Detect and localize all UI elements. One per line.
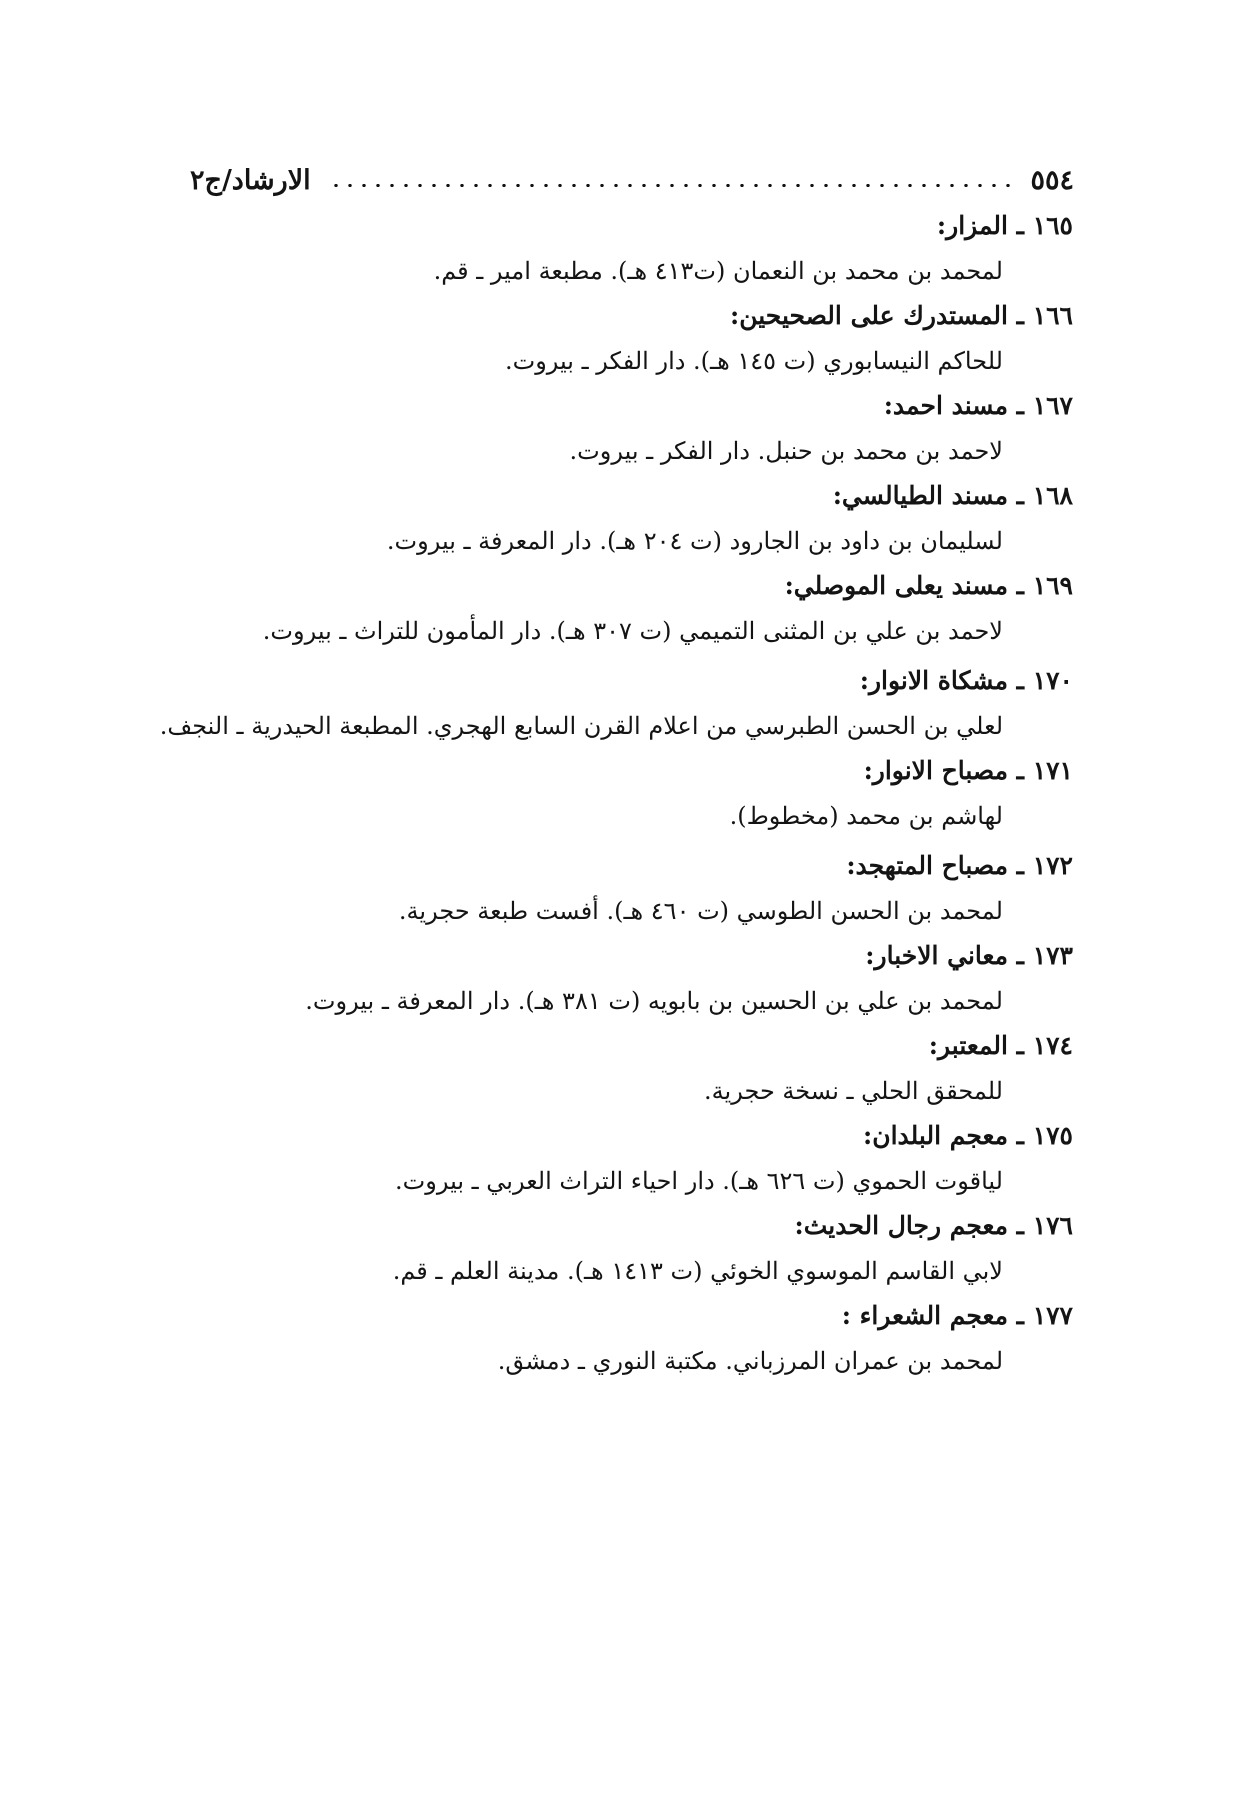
page-number: ٥٥٤: [1030, 164, 1074, 196]
entry-title: ١٧٧ ـ معجم الشعراء :: [841, 1301, 1073, 1330]
entry-title: ١٧٦ ـ معجم رجال الحديث:: [794, 1211, 1073, 1240]
entry-title: ١٧٠ ـ مشكاة الانوار:: [859, 666, 1073, 695]
entry-description: للمحقق الحلي ـ نسخة حجرية.: [704, 1077, 1003, 1105]
entry-description: للحاكم النيسابوري (ت ١٤٥ هـ). دار الفكر ـ بيروت.: [504, 347, 1003, 375]
entry-title: ١٦٨ ـ مسند الطيالسي:: [832, 481, 1073, 510]
entry-title: ١٦٩ ـ مسند يعلى الموصلي:: [784, 571, 1073, 600]
entry-description: لمحمد بن الحسن الطوسي (ت ٤٦٠ هـ). أفست طبعة حجرية.: [398, 897, 1003, 925]
entry-description: لابي القاسم الموسوي الخوئي (ت ١٤١٣ هـ). مدينة العلم ـ قم.: [392, 1257, 1003, 1285]
entry-description: لهاشم بن محمد (مخطوط).: [729, 802, 1003, 830]
entry-description: لاحمد بن علي بن المثنى التميمي (ت ٣٠٧ هـ). دار المأمون للتراث ـ بيروت.: [262, 617, 1003, 645]
entry-title: ١٦٧ ـ مسند احمد:: [883, 391, 1073, 420]
entry-title: ١٦٥ ـ المزار:: [936, 211, 1073, 240]
entry-title: ١٦٦ ـ المستدرك على الصحيحين:: [730, 301, 1073, 330]
entry-description: لمحمد بن علي بن الحسين بن بابويه (ت ٣٨١ هـ). دار المعرفة ـ بيروت.: [305, 987, 1003, 1015]
entry-description: لعلي بن الحسن الطبرسي من اعلام القرن السابع الهجري. المطبعة الحيدرية ـ النجف.: [159, 712, 1003, 740]
entry-description: لاحمد بن محمد بن حنبل. دار الفكر ـ بيروت.: [569, 437, 1003, 465]
entry-title: ١٧٤ ـ المعتبر:: [928, 1031, 1073, 1060]
entry-description: لمحمد بن عمران المرزباني. مكتبة النوري ـ دمشق.: [497, 1347, 1003, 1375]
entry-title: ١٧٢ ـ مصباح المتهجد:: [846, 851, 1073, 880]
entry-description: لسليمان بن داود بن الجارود (ت ٢٠٤ هـ). دار المعرفة ـ بيروت.: [386, 527, 1003, 555]
entry-description: لمحمد بن محمد بن النعمان (ت٤١٣ هـ). مطبعة امير ـ قم.: [433, 257, 1003, 285]
book-title: الارشاد/ج٢: [190, 164, 311, 196]
entry-title: ١٧١ ـ مصباح الانوار:: [863, 756, 1073, 785]
entry-title: ١٧٥ ـ معجم البلدان:: [863, 1121, 1073, 1150]
entry-description: لياقوت الحموي (ت ٦٢٦ هـ). دار احياء التراث العربي ـ بيروت.: [395, 1167, 1003, 1195]
entry-title: ١٧٣ ـ معاني الاخبار:: [865, 941, 1073, 970]
